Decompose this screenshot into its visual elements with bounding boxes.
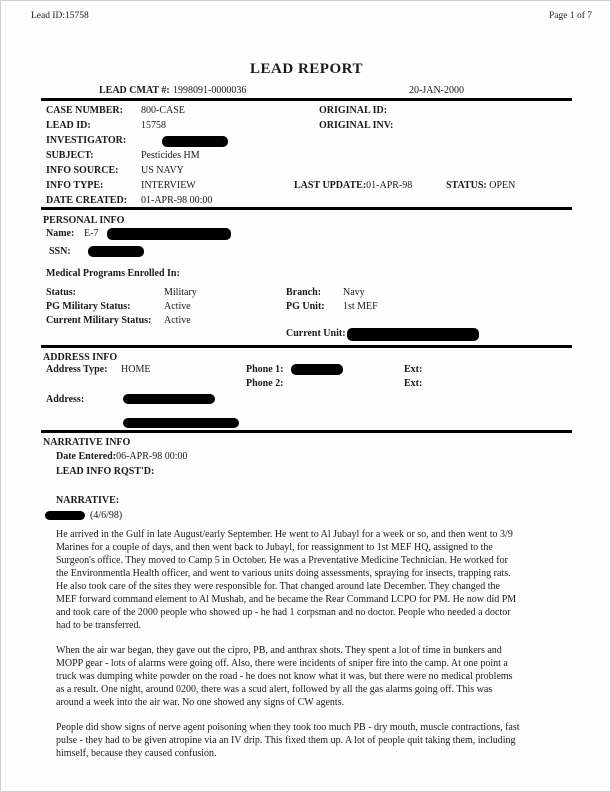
branch-value: Navy bbox=[343, 287, 365, 298]
name-prefix: E-7 bbox=[84, 228, 99, 239]
status-row bbox=[41, 287, 572, 301]
phone2-label: Phone 2: bbox=[246, 378, 284, 389]
mil-status-label: Status: bbox=[46, 287, 77, 298]
redacted-ssn bbox=[88, 246, 144, 257]
info-type-label: INFO TYPE: bbox=[46, 180, 104, 191]
info-source-label: INFO SOURCE: bbox=[46, 165, 119, 176]
phone2-row bbox=[41, 378, 572, 392]
personal-info-section bbox=[41, 213, 572, 345]
narrative-info-section bbox=[41, 434, 572, 790]
page-number: Page 1 of 7 bbox=[548, 11, 592, 21]
report-date: 20-JAN-2000 bbox=[409, 85, 464, 96]
lead-cmat-row bbox=[41, 85, 571, 99]
case-number-label: CASE NUMBER: bbox=[46, 105, 123, 116]
medical-programs-label: Medical Programs Enrolled In: bbox=[46, 268, 180, 279]
current-unit-row bbox=[41, 328, 572, 342]
divider-personal bbox=[41, 207, 572, 210]
phone1-label: Phone 1: bbox=[246, 364, 284, 375]
original-inv-label: ORIGINAL INV: bbox=[319, 120, 394, 131]
branch-label: Branch: bbox=[286, 287, 321, 298]
last-update-label: LAST UPDATE: bbox=[294, 180, 367, 191]
investigator-row bbox=[41, 135, 572, 149]
report-title: LEAD REPORT bbox=[250, 61, 363, 77]
redacted-investigator bbox=[162, 136, 228, 147]
narrative-paragraph-1: He arrived in the Gulf in late August/early September. He went to Al Jubayl for a week or so, and then went to 3/9 Marines for a couple of days, and then went back to Jubayl, for reassignment to 1st MEF HQ, assigned to the Surgeon's office. They moved to Camp 5 in October. He was a Preventative Medicine Technician. He worked for the Environmentla Health officer, and went to various units doing assessments, spraying for insects, trapping rats. He also took care of the sites they were responsible for. That changed around late December. They changed the MEF forward command element to Al Mushab, and he became the Rear Command LCPO for PM. He now did PM and took care of the 2000 people who showed up - he had 1 corpsman and no doctor. People who needed a doctor had to be transferred. bbox=[56, 529, 517, 631]
divider-address bbox=[41, 345, 572, 348]
lead-cmat-label: LEAD CMAT #: bbox=[99, 85, 170, 96]
narrative-info-heading: NARRATIVE INFO bbox=[43, 437, 131, 448]
redacted-name bbox=[107, 228, 231, 240]
date-entered-pair bbox=[56, 451, 187, 462]
address-type-row bbox=[41, 364, 572, 378]
case-section bbox=[41, 101, 572, 207]
narrative-paragraph-2: When the air war began, they gave out the cipro, PB, and anthrax shots. They spent a lot of time in bunkers and MOPP gear - lots of alarms were going off. Also, there were incidents of sniper fire into the camp. At one point a truck was dumping white powder on the road - he does not know what it was, but there were no medical problems as a result. One night, around 0200, there was a scud alert, followed by all the gas alarms going off. This was around a week into the air war. No one showed any signs of CW agents. bbox=[56, 645, 513, 708]
investigator-label: INVESTIGATOR: bbox=[46, 135, 127, 146]
ssn-label: SSN: bbox=[49, 246, 71, 257]
last-update-pair bbox=[294, 180, 412, 191]
divider-narrative bbox=[41, 430, 572, 433]
current-military-status-label: Current Military Status: bbox=[46, 315, 152, 326]
redacted-signature bbox=[45, 511, 85, 520]
info-type-row bbox=[41, 180, 572, 194]
date-entered-row bbox=[41, 451, 572, 465]
subject-label: SUBJECT: bbox=[46, 150, 94, 161]
redacted-phone1 bbox=[291, 364, 343, 375]
date-entered-value: 06-APR-98 00:00 bbox=[116, 451, 188, 462]
current-military-status-value: Active bbox=[164, 315, 191, 326]
pg-unit-value: 1st MEF bbox=[343, 301, 378, 312]
redacted-current-unit bbox=[347, 328, 479, 341]
case-number-value: 800-CASE bbox=[141, 105, 185, 116]
status-pair bbox=[446, 180, 515, 191]
medical-programs-row bbox=[41, 268, 572, 282]
narrative-label: NARRATIVE: bbox=[56, 495, 120, 506]
current-unit-label: Current Unit: bbox=[286, 328, 346, 339]
pg-military-row bbox=[41, 301, 572, 315]
subject-row bbox=[41, 150, 572, 164]
redacted-address-line2 bbox=[123, 418, 239, 428]
lead-cmat-value: 1998091-0000036 bbox=[173, 85, 247, 96]
date-entered-label: Date Entered: bbox=[56, 451, 117, 462]
date-created-value: 01-APR-98 00:00 bbox=[141, 195, 213, 206]
name-row bbox=[41, 228, 572, 242]
ext2-label: Ext: bbox=[404, 378, 423, 389]
info-type-value: INTERVIEW bbox=[141, 180, 196, 191]
address-type-value: HOME bbox=[121, 364, 151, 375]
lead-info-rqstd-row bbox=[41, 466, 572, 480]
lead-id-row bbox=[41, 120, 572, 134]
current-military-row bbox=[41, 315, 572, 329]
narrative-paragraph-3: People did show signs of nerve agent poisoning when they took too much PB - dry mouth, muscle contractions, fast pulse - they had to be given atropine via an IV drip. This fixed them up. A lot of people quit taking them, including himself, because they caused confusion. bbox=[56, 722, 520, 759]
ext1-label: Ext: bbox=[404, 364, 423, 375]
narrative-text bbox=[56, 528, 520, 772]
case-number-row bbox=[41, 105, 572, 119]
date-created-label: DATE CREATED: bbox=[46, 195, 128, 206]
redacted-address-line1 bbox=[123, 394, 215, 404]
original-id-label: ORIGINAL ID: bbox=[319, 105, 388, 116]
status-value: OPEN bbox=[489, 180, 516, 191]
address-row bbox=[41, 394, 572, 408]
info-source-value: US NAVY bbox=[141, 165, 184, 176]
mil-status-value: Military bbox=[164, 287, 197, 298]
lead-id-value: 15758 bbox=[141, 120, 166, 131]
info-source-row bbox=[41, 165, 572, 179]
address-label: Address: bbox=[46, 394, 85, 405]
narrative-date: (4/6/98) bbox=[90, 510, 123, 521]
personal-info-heading: PERSONAL INFO bbox=[43, 215, 125, 226]
narrative-label-row bbox=[41, 495, 572, 509]
pg-military-status-label: PG Military Status: bbox=[46, 301, 131, 312]
narrative-signature-row bbox=[41, 510, 572, 524]
last-update-value: 01-APR-98 bbox=[366, 180, 413, 191]
lead-id-header: Lead ID:15758 bbox=[31, 11, 89, 21]
ssn-row bbox=[41, 246, 572, 260]
name-label: Name: bbox=[46, 228, 75, 239]
pg-military-status-value: Active bbox=[164, 301, 191, 312]
pg-unit-label: PG Unit: bbox=[286, 301, 325, 312]
address-info-heading: ADDRESS INFO bbox=[43, 352, 118, 363]
status-label: STATUS: bbox=[446, 180, 487, 191]
lead-info-rqstd-label: LEAD INFO RQST'D: bbox=[56, 466, 155, 477]
address-info-section bbox=[41, 350, 572, 430]
address-type-label: Address Type: bbox=[46, 364, 108, 375]
subject-value: Pesticides HM bbox=[141, 150, 200, 161]
lead-id-label: LEAD ID: bbox=[46, 120, 91, 131]
